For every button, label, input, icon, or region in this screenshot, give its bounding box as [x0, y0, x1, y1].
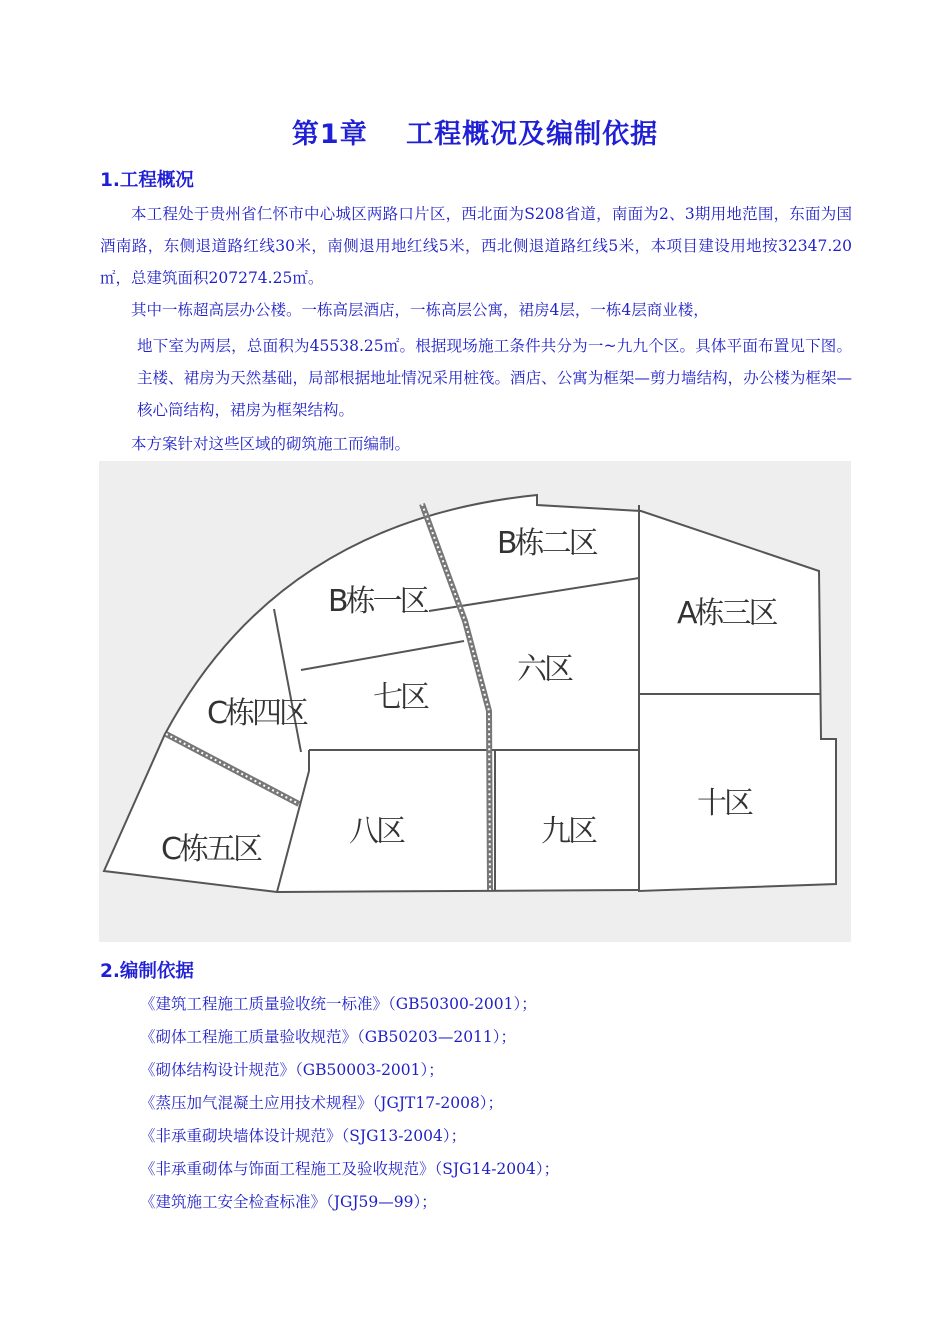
reference-item: 《非承重砌块墙体设计规范》（SJG13-2004）； [140, 1127, 467, 1145]
zone-label-10: 十区 [697, 786, 751, 821]
reference-item: 《砌体工程施工质量验收规范》（GB50203—2011）； [140, 1028, 517, 1046]
paragraph-location: 本工程处于贵州省仁怀市中心城区两路口片区，西北面为S208省道，南面为2、3期用地范围，东面为国酒南路，东侧退道路红线30米，南侧退用地红线5米，西北侧退道路红线5米，本项目建设用地按32347.20㎡，总建筑面积207274.25㎡。 [100, 205, 852, 287]
reference-item: 《砌体结构设计规范》（GB50003-2001）； [140, 1061, 444, 1079]
zone-label-c5: C栋五区 [161, 832, 260, 867]
zone-label-c4: C栋四区 [207, 696, 306, 731]
page-title: 第1章 工程概况及编制依据 [291, 119, 659, 150]
paragraph-buildings-line1: 其中一栋超高层办公楼。一栋高层酒店，一栋高层公寓，裙房4层，一栋4层商业楼， [131, 301, 709, 319]
paragraph-buildings: 地下室为两层，总面积为45538.25㎡。根据现场施工条件共分为一~九九个区。具体平面布置见下图。主楼、裙房为天然基础，局部根据地址情况采用桩筏。酒店、公寓为框架—剪力墙结构，办公楼为框架—核心筒结构，裙房为框架结构。 [137, 337, 852, 419]
zone-label-b2: B栋二区 [497, 526, 596, 561]
reference-item: 《建筑工程施工质量验收统一标准》（GB50300-2001）； [140, 995, 537, 1013]
zone-label-a3: A栋三区 [677, 596, 776, 631]
reference-item: 《非承重砌体与饰面工程施工及验收规范》（SJG14-2004）； [140, 1160, 560, 1178]
paragraph-scope: 本方案针对这些区域的砌筑施工而编制。 [131, 435, 411, 453]
reference-item: 《蒸压加气混凝土应用技术规程》（JGJT17-2008）； [140, 1094, 504, 1112]
zone-label-9: 九区 [541, 814, 595, 849]
section-heading-overview: 1.工程概况 [100, 170, 194, 191]
zone-label-6: 六区 [517, 652, 571, 687]
section-heading-basis: 2.编制依据 [100, 961, 194, 982]
site-zone-plan [99, 461, 851, 942]
zone-label-7: 七区 [373, 680, 427, 715]
reference-item: 《建筑施工安全检查标准》（JGJ59—99）； [140, 1193, 437, 1211]
zone-label-8: 八区 [349, 814, 403, 849]
zone-label-b1: B栋一区 [328, 584, 427, 619]
